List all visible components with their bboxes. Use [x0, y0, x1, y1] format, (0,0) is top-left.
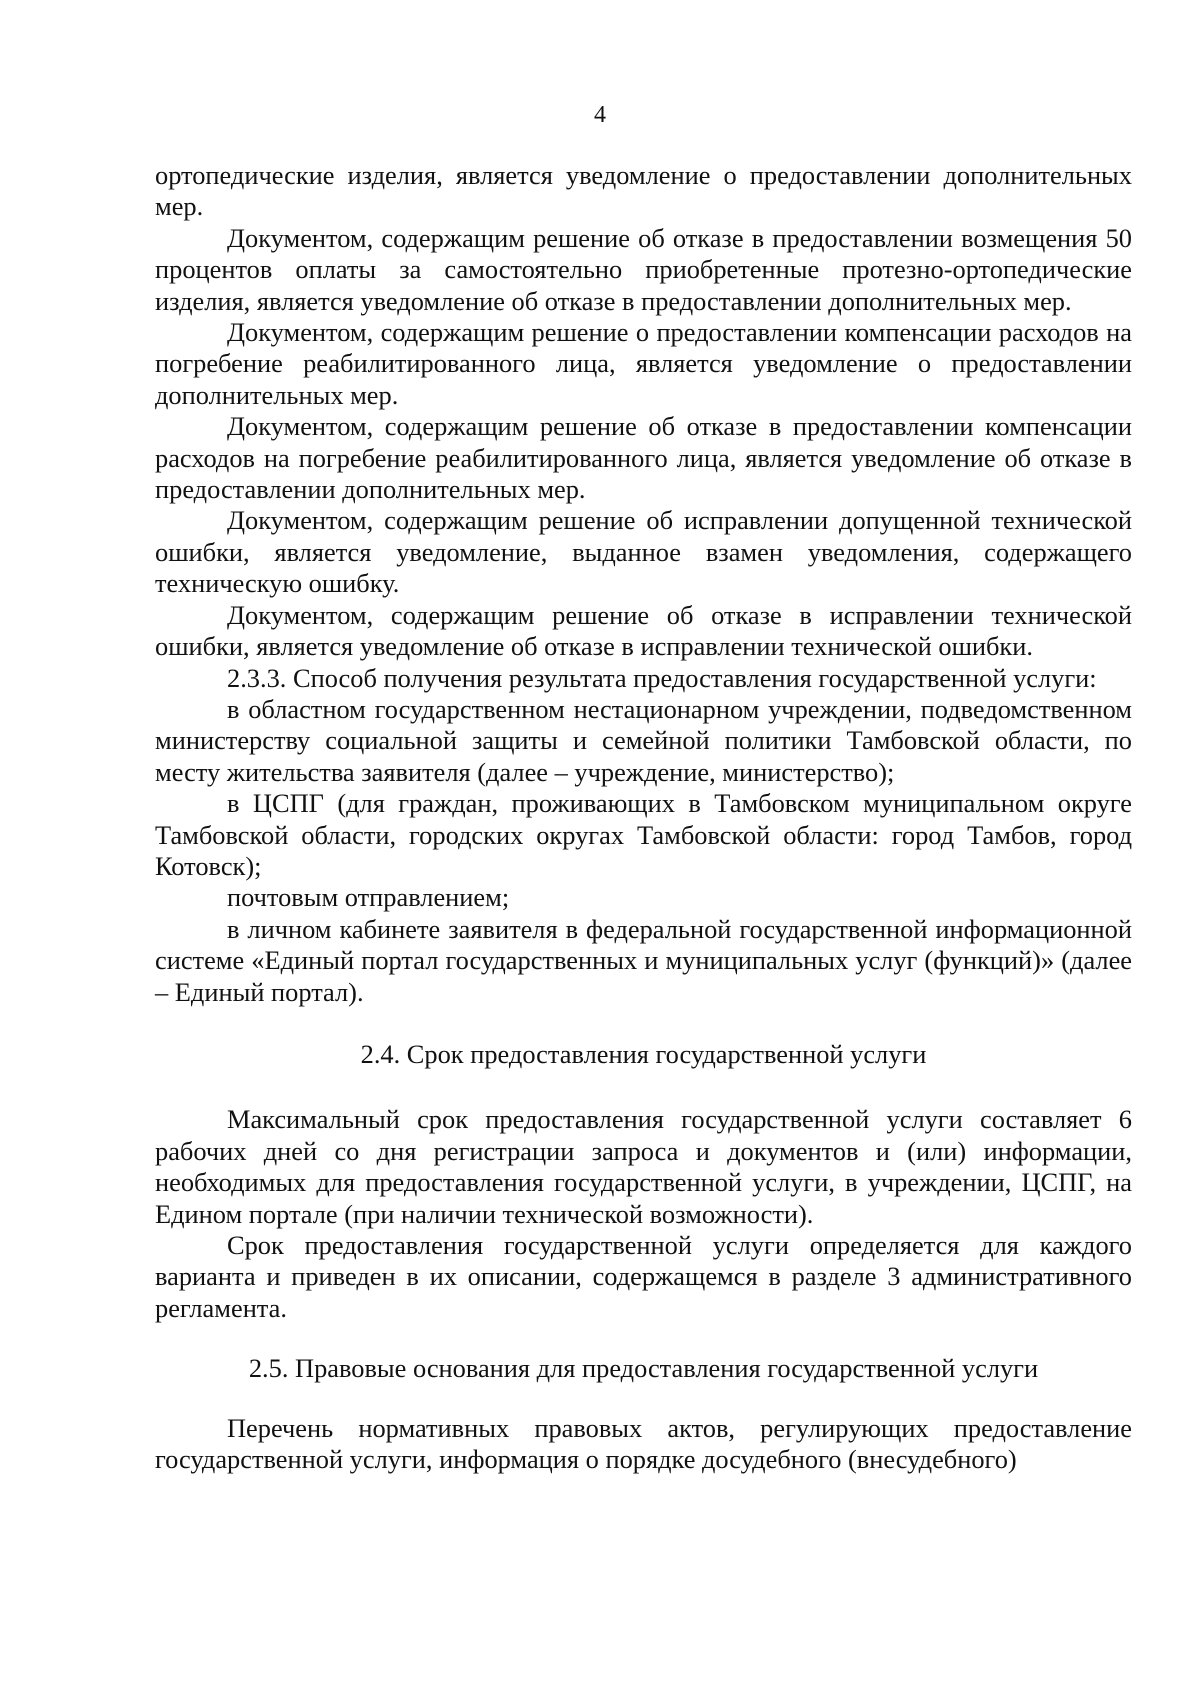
paragraph-burial-compensation: Документом, содержащим решение о предоставлении компенсации расходов на погребение реабилитированного лица, является уведомление о предоставлении дополнительных мер. — [155, 317, 1132, 410]
document-body — [155, 160, 1132, 1475]
paragraph-refusal-reimbursement: Документом, содержащим решение об отказе в предоставлении возмещения 50 процентов оплаты за самостоятельно приобретенные протезно-ортопедические изделия, является уведомление об отказе в предоставлении дополнительных мер. — [155, 222, 1132, 316]
paragraph-error-correction-refusal: Документом, содержащим решение об отказе в исправлении технической ошибки, является уведомление об отказе в исправлении технической ошибки. — [155, 599, 1132, 662]
paragraph-method-portal: в личном кабинете заявителя в федеральной государственной информационной системе «Единый портал государственных и муниципальных услуг (функций)» (далее – Единый портал). — [155, 913, 1132, 1007]
paragraph-method-post: почтовым отправлением; — [227, 882, 510, 913]
paragraph-continuation: ортопедические изделия, является уведомление о предоставлении дополнительных мер. — [155, 160, 1132, 222]
section-heading-2-4: 2.4. Срок предоставления государственной услуги — [360, 1038, 927, 1069]
paragraph-error-correction: Документом, содержащим решение об исправлении допущенной технической ошибки, является уведомление, выданное взамен уведомления, содержащего техническую ошибку. — [155, 505, 1132, 599]
paragraph-max-term: Максимальный срок предоставления государственной услуги составляет 6 рабочих дней со дня регистрации запроса и документов и (или) информации, необходимых для предоставления государственной услуги, в учреждении, ЦСПГ, на Едином портале (при наличии технической возможности). — [155, 1104, 1132, 1229]
paragraph-method-cspg: в ЦСПГ (для граждан, проживающих в Тамбовском муниципальном округе Тамбовской области, городских округах Тамбовской области: город Тамбов, город Котовск); — [155, 788, 1132, 881]
paragraph-legal-acts: Перечень нормативных правовых актов, регулирующих предоставление государственной услуги, информация о порядке досудебного (внесудебного) — [155, 1412, 1132, 1475]
paragraph-2-3-3-method: 2.3.3. Способ получения результата предоставления государственной услуги: — [227, 662, 1097, 693]
paragraph-burial-refusal: Документом, содержащим решение об отказе в предоставлении компенсации расходов на погребение реабилитированного лица, является уведомление об отказе в предоставлении дополнительных мер. — [155, 411, 1132, 505]
paragraph-method-institution: в областном государственном нестационарном учреждении, подведомственном министерству социальной защиты и семейной политики Тамбовской области, по месту жительства заявителя (далее – учреждение, министерство); — [155, 693, 1132, 787]
paragraph-term-variants: Срок предоставления государственной услуги определяется для каждого варианта и приведен в их описании, содержащемся в разделе 3 административного регламента. — [155, 1230, 1132, 1323]
section-heading-2-5: 2.5. Правовые основания для предоставления государственной услуги — [248, 1353, 1039, 1384]
page-number: 4 — [594, 102, 606, 128]
